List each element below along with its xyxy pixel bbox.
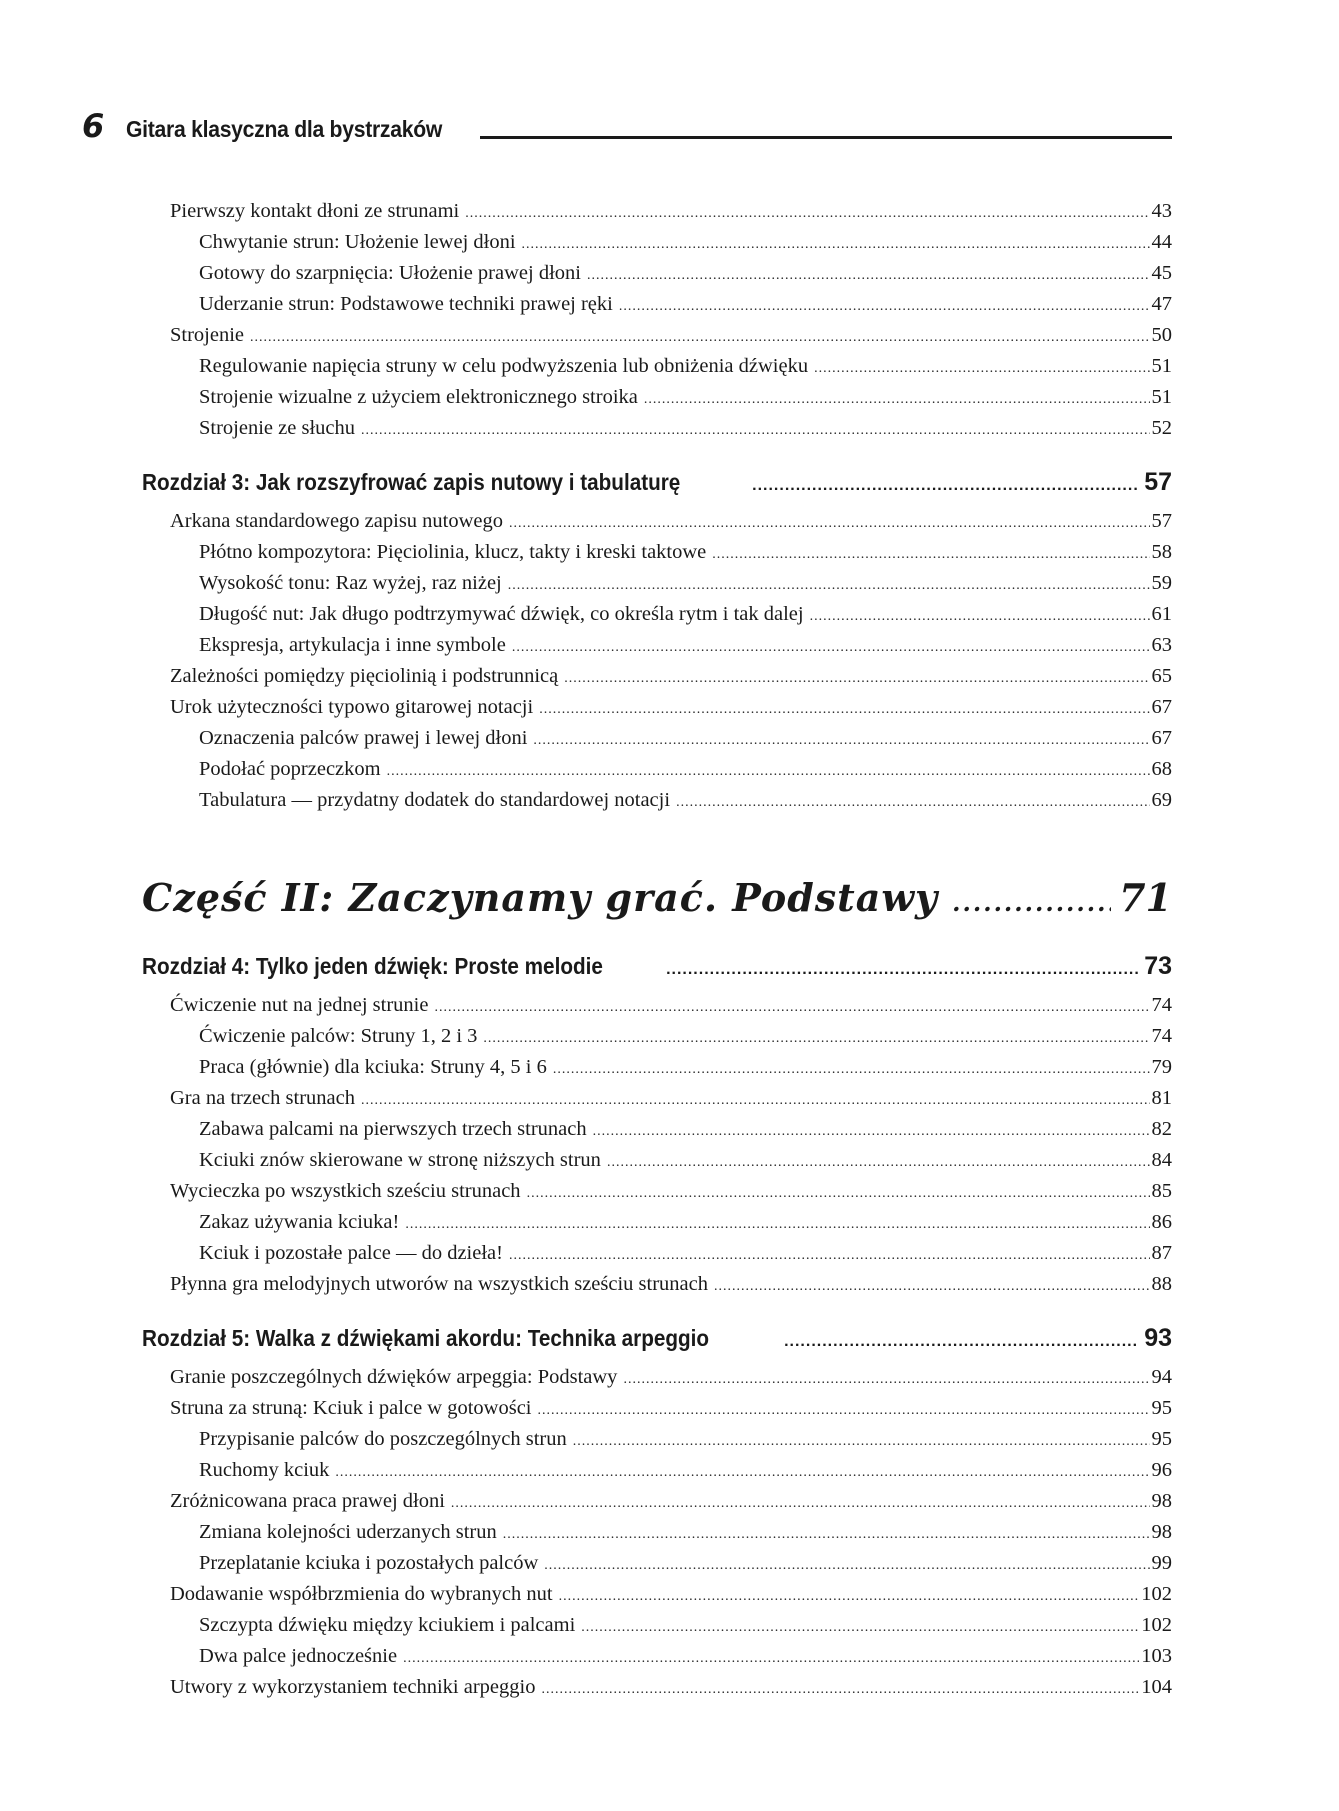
toc-page-number: 98 bbox=[1151, 1490, 1172, 1512]
dot-leader bbox=[666, 950, 1138, 990]
toc-subsection[interactable] bbox=[142, 785, 1172, 816]
dot-leader bbox=[607, 1147, 1150, 1178]
dot-leader bbox=[508, 570, 1150, 601]
toc-subsection[interactable] bbox=[142, 599, 1172, 630]
toc-entry-title: Gra na trzech strunach bbox=[170, 1087, 355, 1109]
toc-subsection[interactable] bbox=[142, 258, 1172, 289]
dot-leader bbox=[527, 1178, 1150, 1209]
toc-subsection[interactable] bbox=[142, 1145, 1172, 1176]
dot-leader bbox=[465, 198, 1149, 229]
toc-entry-title: Gotowy do szarpnięcia: Ułożenie prawej dłoni bbox=[199, 262, 581, 284]
toc-entry-title: Arkana standardowego zapisu nutowego bbox=[170, 510, 504, 532]
toc-entry-title: Ruchomy kciuk bbox=[199, 1459, 330, 1481]
toc-subsection[interactable] bbox=[142, 382, 1172, 413]
toc-subsection[interactable] bbox=[142, 537, 1172, 568]
dot-leader bbox=[623, 1364, 1149, 1395]
toc-entry-title: Tabulatura — przydatny dodatek do standardowej notacji bbox=[199, 789, 671, 811]
dot-leader bbox=[587, 260, 1150, 291]
dot-leader bbox=[250, 322, 1149, 353]
dot-leader bbox=[553, 1054, 1150, 1085]
toc-subsection[interactable] bbox=[142, 1021, 1172, 1052]
toc-page-number: 94 bbox=[1151, 1366, 1172, 1388]
toc-subsection[interactable] bbox=[142, 1114, 1172, 1145]
running-header bbox=[82, 102, 1172, 145]
dot-leader bbox=[564, 663, 1149, 694]
toc-page-number: 68 bbox=[1151, 758, 1172, 780]
dot-leader bbox=[644, 384, 1150, 415]
toc-subsection[interactable] bbox=[142, 568, 1172, 599]
toc-entry-title: Zmiana kolejności uderzanych strun bbox=[199, 1521, 497, 1543]
toc-page-number: 87 bbox=[1151, 1242, 1172, 1264]
toc-page-number: 85 bbox=[1151, 1180, 1172, 1202]
toc-entry-title: Płynna gra melodyjnych utworów na wszystkich sześciu strunach bbox=[170, 1273, 709, 1295]
toc-entry-title: Część II: Zaczynamy grać. Podstawy bbox=[142, 875, 939, 920]
toc-page-number: 84 bbox=[1151, 1149, 1172, 1171]
toc-subsection[interactable] bbox=[142, 1610, 1172, 1641]
dot-leader bbox=[544, 1550, 1149, 1581]
toc-subsection[interactable] bbox=[142, 630, 1172, 661]
dot-leader bbox=[509, 508, 1149, 539]
toc-subsection[interactable] bbox=[142, 1238, 1172, 1269]
toc-entry-title: Wycieczka po wszystkich sześciu strunach bbox=[170, 1180, 521, 1202]
toc-entry-title: Kciuk i pozostałe palce — do dzieła! bbox=[199, 1242, 503, 1264]
toc-page-number: 98 bbox=[1151, 1521, 1172, 1543]
toc-page-number: 81 bbox=[1151, 1087, 1172, 1109]
toc-subsection[interactable] bbox=[142, 289, 1172, 320]
toc-section[interactable] bbox=[142, 1579, 1172, 1610]
toc-page-number: 58 bbox=[1151, 541, 1172, 563]
toc-page-number: 65 bbox=[1151, 665, 1172, 687]
dot-leader bbox=[581, 1612, 1139, 1643]
toc-page-number: 52 bbox=[1151, 417, 1172, 439]
toc-entry-title: Granie poszczególnych dźwięków arpeggia: Podstawy bbox=[170, 1366, 618, 1388]
toc-chapter[interactable] bbox=[142, 462, 1172, 502]
toc-page-number: 79 bbox=[1151, 1056, 1172, 1078]
dot-leader bbox=[752, 466, 1138, 506]
toc-section[interactable] bbox=[142, 661, 1172, 692]
toc-entry-title: Pierwszy kontakt dłoni ze strunami bbox=[170, 200, 460, 222]
toc-entry-title: Kciuki znów skierowane w stronę niższych strun bbox=[199, 1149, 601, 1171]
toc-section[interactable] bbox=[142, 990, 1172, 1021]
toc-section[interactable] bbox=[142, 196, 1172, 227]
toc-entry-title: Strojenie ze słuchu bbox=[199, 417, 355, 439]
toc-page-number: 51 bbox=[1151, 386, 1172, 408]
toc-entry-title: Praca (głównie) dla kciuka: Struny 4, 5 i 6 bbox=[199, 1056, 547, 1078]
dot-leader bbox=[361, 1085, 1150, 1116]
toc-page-number: 51 bbox=[1151, 355, 1172, 377]
dot-leader bbox=[541, 1674, 1139, 1705]
dot-leader bbox=[538, 1395, 1150, 1426]
toc-section[interactable] bbox=[142, 1672, 1172, 1703]
dot-leader bbox=[335, 1457, 1149, 1488]
toc-entry-title: Zróżnicowana praca prawej dłoni bbox=[170, 1490, 445, 1512]
header-rule bbox=[480, 136, 1172, 139]
toc-page-number: 102 bbox=[1141, 1614, 1172, 1636]
toc-subsection[interactable] bbox=[142, 1517, 1172, 1548]
dot-leader bbox=[451, 1488, 1150, 1519]
toc-page-number: 63 bbox=[1151, 634, 1172, 656]
toc-entry-title: Struna za struną: Kciuk i palce w gotowości bbox=[170, 1397, 532, 1419]
toc-page-number: 93 bbox=[1144, 1324, 1172, 1352]
toc-page-number: 69 bbox=[1151, 789, 1172, 811]
dot-leader bbox=[361, 415, 1150, 446]
toc-part[interactable] bbox=[142, 868, 1172, 928]
book-title: Gitara klasyczna dla bystrzaków bbox=[126, 116, 443, 142]
toc-page-number: 50 bbox=[1151, 324, 1172, 346]
toc-section[interactable] bbox=[142, 1362, 1172, 1393]
toc-entry-title: Oznaczenia palców prawej i lewej dłoni bbox=[199, 727, 528, 749]
toc-page-number: 67 bbox=[1151, 696, 1172, 718]
dot-leader bbox=[559, 1581, 1140, 1612]
dot-leader bbox=[539, 694, 1149, 725]
dot-leader bbox=[952, 873, 1111, 933]
toc-page-number: 86 bbox=[1151, 1211, 1172, 1233]
toc-entry-title: Dodawanie współbrzmienia do wybranych nut bbox=[170, 1583, 553, 1605]
dot-leader bbox=[573, 1426, 1150, 1457]
dot-leader bbox=[533, 725, 1149, 756]
toc-section[interactable] bbox=[142, 1486, 1172, 1517]
toc-entry-title: Ćwiczenie nut na jednej strunie bbox=[170, 994, 429, 1016]
toc-page-number: 57 bbox=[1144, 468, 1172, 496]
toc-chapter[interactable] bbox=[142, 946, 1172, 986]
toc-subsection[interactable] bbox=[142, 351, 1172, 382]
dot-leader bbox=[503, 1519, 1150, 1550]
toc-page-number: 71 bbox=[1119, 875, 1172, 920]
toc-page-number: 59 bbox=[1151, 572, 1172, 594]
dot-leader bbox=[403, 1643, 1139, 1674]
toc-page-number: 74 bbox=[1151, 994, 1172, 1016]
page-number: 6 bbox=[82, 107, 105, 145]
toc-section[interactable] bbox=[142, 320, 1172, 351]
toc-subsection[interactable] bbox=[142, 1548, 1172, 1579]
toc-entry-title: Zależności pomiędzy pięciolinią i podstrunnicą bbox=[170, 665, 559, 687]
toc-page-number: 61 bbox=[1151, 603, 1172, 625]
toc-subsection[interactable] bbox=[142, 227, 1172, 258]
dot-leader bbox=[714, 1271, 1149, 1302]
toc-subsection[interactable] bbox=[142, 1052, 1172, 1083]
toc-page-number: 96 bbox=[1151, 1459, 1172, 1481]
toc-section[interactable] bbox=[142, 1393, 1172, 1424]
toc-subsection[interactable] bbox=[142, 754, 1172, 785]
toc-page-number: 99 bbox=[1151, 1552, 1172, 1574]
dot-leader bbox=[712, 539, 1149, 570]
toc-subsection[interactable] bbox=[142, 1424, 1172, 1455]
toc-page-number: 57 bbox=[1151, 510, 1172, 532]
toc-page-number: 102 bbox=[1141, 1583, 1172, 1605]
dot-leader bbox=[619, 291, 1150, 322]
toc-entry-title: Strojenie wizualne z użyciem elektronicznego stroika bbox=[199, 386, 638, 408]
toc-entry-title: Przeplatanie kciuka i pozostałych palców bbox=[199, 1552, 539, 1574]
toc-entry-title: Przypisanie palców do poszczególnych strun bbox=[199, 1428, 567, 1450]
toc-page-number: 95 bbox=[1151, 1397, 1172, 1419]
toc-section[interactable] bbox=[142, 692, 1172, 723]
toc-subsection[interactable] bbox=[142, 1207, 1172, 1238]
dot-leader bbox=[810, 601, 1150, 632]
toc-subsection[interactable] bbox=[142, 1455, 1172, 1486]
toc-subsection[interactable] bbox=[142, 723, 1172, 754]
toc-entry-title: Ćwiczenie palców: Struny 1, 2 i 3 bbox=[199, 1025, 478, 1047]
toc-page-number: 44 bbox=[1151, 231, 1172, 253]
toc-page-number: 104 bbox=[1141, 1676, 1172, 1698]
toc-subsection[interactable] bbox=[142, 413, 1172, 444]
dot-leader bbox=[522, 229, 1150, 260]
toc-entry-title: Ekspresja, artykulacja i inne symbole bbox=[199, 634, 506, 656]
toc-entry-title: Regulowanie napięcia struny w celu podwyższenia lub obniżenia dźwięku bbox=[199, 355, 809, 377]
toc-entry-title: Uderzanie strun: Podstawowe techniki prawej ręki bbox=[199, 293, 613, 315]
toc-subsection[interactable] bbox=[142, 1641, 1172, 1672]
dot-leader bbox=[512, 632, 1150, 663]
toc-page-number: 73 bbox=[1144, 952, 1172, 980]
toc-entry-title: Chwytanie strun: Ułożenie lewej dłoni bbox=[199, 231, 516, 253]
toc-page-number: 67 bbox=[1151, 727, 1172, 749]
toc-page-number: 88 bbox=[1151, 1273, 1172, 1295]
toc-section[interactable] bbox=[142, 506, 1172, 537]
toc-entry-title: Rozdział 3: Jak rozszyfrować zapis nutowy i tabulaturę bbox=[142, 469, 681, 495]
toc-entry-title: Podołać poprzeczkom bbox=[199, 758, 381, 780]
toc-page-number: 47 bbox=[1151, 293, 1172, 315]
dot-leader bbox=[593, 1116, 1150, 1147]
dot-leader bbox=[784, 1322, 1138, 1362]
toc-entry-title: Rozdział 5: Walka z dźwiękami akordu: Technika arpeggio bbox=[142, 1325, 710, 1351]
toc-page-number: 43 bbox=[1151, 200, 1172, 222]
toc-entry-title: Wysokość tonu: Raz wyżej, raz niżej bbox=[199, 572, 502, 594]
toc-section[interactable] bbox=[142, 1083, 1172, 1114]
dot-leader bbox=[405, 1209, 1149, 1240]
toc-entry-title: Zabawa palcami na pierwszych trzech strunach bbox=[199, 1118, 587, 1140]
toc-section[interactable] bbox=[142, 1176, 1172, 1207]
toc-entry-title: Rozdział 4: Tylko jeden dźwięk: Proste melodie bbox=[142, 953, 603, 979]
toc-entry-title: Dwa palce jednocześnie bbox=[199, 1645, 398, 1667]
toc-entry-title: Płótno kompozytora: Pięciolinia, klucz, takty i kreski taktowe bbox=[199, 541, 707, 563]
dot-leader bbox=[434, 992, 1149, 1023]
toc-page-number: 45 bbox=[1151, 262, 1172, 284]
toc-entry-title: Zakaz używania kciuka! bbox=[199, 1211, 400, 1233]
toc-page-number: 74 bbox=[1151, 1025, 1172, 1047]
toc-entry-title: Długość nut: Jak długo podtrzymywać dźwięk, co określa rytm i tak dalej bbox=[199, 603, 804, 625]
toc-entry-title: Urok użyteczności typowo gitarowej notacji bbox=[170, 696, 534, 718]
table-of-contents bbox=[142, 196, 1172, 1703]
toc-entry-title: Strojenie bbox=[170, 324, 245, 346]
toc-page-number: 95 bbox=[1151, 1428, 1172, 1450]
toc-page-number: 103 bbox=[1141, 1645, 1172, 1667]
dot-leader bbox=[509, 1240, 1150, 1271]
toc-page-number: 82 bbox=[1151, 1118, 1172, 1140]
toc-section[interactable] bbox=[142, 1269, 1172, 1300]
toc-entry-title: Szczypta dźwięku między kciukiem i palcami bbox=[199, 1614, 576, 1636]
dot-leader bbox=[483, 1023, 1149, 1054]
dot-leader bbox=[387, 756, 1150, 787]
dot-leader bbox=[814, 353, 1149, 384]
dot-leader bbox=[676, 787, 1149, 818]
toc-chapter[interactable] bbox=[142, 1318, 1172, 1358]
toc-entry-title: Utwory z wykorzystaniem techniki arpeggio bbox=[170, 1676, 536, 1698]
